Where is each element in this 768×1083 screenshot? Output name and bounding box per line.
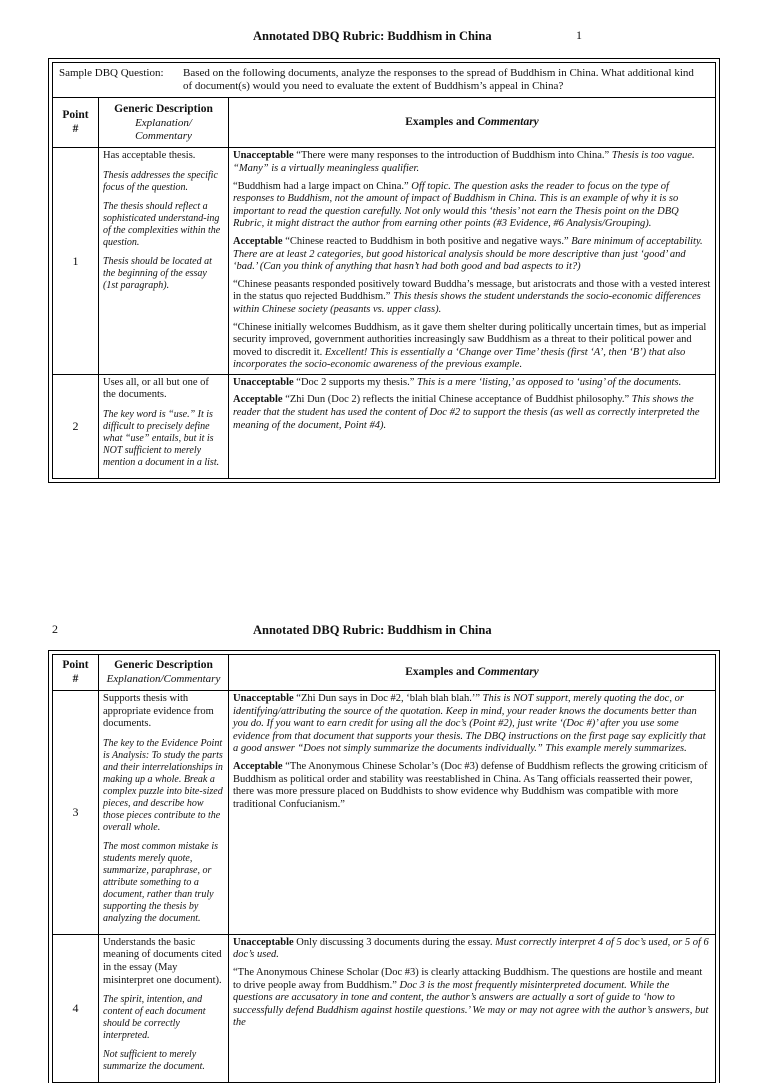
table-row — [53, 148, 716, 375]
examples-commentary: Unacceptable Only discussing 3 documents during the essay. Must correctly interpret 4 of 5 doc’s used, or 5 of 6 doc’s used. “The Anonymous Chinese Scholar (Doc #3) is clearly attacking Buddhism. The questions are hostile and meant to drive people away from Buddhism.” Doc 3 is the most frequently misinterpreted document. While the questions are accusatory in tone and content, the author’s answers are actually a sort of guide to ‘how to successfully defend Buddhism against hostile questions.’ We may or may not agree with the author’s answers, but the — [229, 934, 716, 1082]
point-number: 4 — [53, 934, 99, 1082]
page1-title: Annotated DBQ Rubric: Buddhism in China — [253, 29, 492, 43]
generic-description: Supports thesis with appropriate evidence from documents. The key to the Evidence Point is Analysis: To study the parts and their interrelationships in making up a whole. Break a complex puzzle into bite-sized pieces, and describe how those pieces contribute to the overall whole. The most common mistake is students merely quote, summarize, paraphrase, or attribute something to a document, rather than truly supporting the thesis by analyzing the document. — [99, 691, 229, 935]
question-text: Based on the following documents, analyze the responses to the spread of Buddhism in China. What additional kind of document(s) would you need to evaluate the extent of Buddhism’s appeal in China? — [183, 67, 694, 93]
examples-commentary: Unacceptable “There were many responses to the introduction of Buddhism into China.” Thesis is too vague. “Many” is a virtually meaningless qualifier. “Buddhism had a large impact on China.” Off topic. The question asks the reader to focus on the type of responses to Buddhism, not the amount of impact of Buddhism in China. This is an example of why it is so important to read the question carefully. Not only would this ‘thesis’ not earn the Thesis point on the DBQ Rubric, it might distract the author from earning other points (#3 Evidence, #6 Analysis/Grouping). Acceptable “Chinese reacted to Buddhism in both positive and negative ways.” Bare minimum of acceptability. There are at least 2 categories, but good historical analysis should be more descriptive than just ‘good’ and ‘bad.’ (Can you think of anything that hasn’t had both good and bad aspects to it?) “Chinese peasants responded positively toward Buddha’s message, but aristocrats and those with a vested interest in the status quo rejected Buddhism.” This thesis shows the student understands the socio-economic differences within Chinese society (peasants vs. upper class). “Chinese initially welcomes Buddhism, as it gave them shelter during politically uncertain times, but as imperial security improved, government authorities increasingly saw Buddhism as a threat to their political power and moved to discredit it. Excellent! This is essentially a ‘Change over Time’ thesis (first ‘A’, then ‘B’) that also incorporates the socio-economic awareness of the previous example. — [229, 148, 716, 375]
generic-description: Uses all, or all but one of the documents. The key word is “use.” It is difficult to precisely define what “use” entails, but it is NOT sufficient to merely mention a document in a list. — [99, 374, 229, 478]
header-point: Point # — [53, 98, 99, 148]
header-point: Point # — [53, 655, 99, 691]
header-row — [53, 98, 716, 148]
point-number: 1 — [53, 148, 99, 375]
header-row — [53, 655, 716, 691]
header-generic: Generic Description Explanation/Commentary — [99, 655, 229, 691]
header-examples: Examples and Commentary — [229, 655, 716, 691]
generic-description: Understands the basic meaning of documents cited in the essay (May misinterpret one document). The spirit, intention, and content of each document should be correctly interpreted. Not sufficient to merely summarize the document. — [99, 934, 229, 1082]
sample-question — [53, 63, 716, 98]
question-row — [53, 63, 716, 98]
header-generic: Generic Description Explanation/ Commentary — [99, 98, 229, 148]
table-row — [53, 374, 716, 478]
point-number: 3 — [53, 691, 99, 935]
table-row — [53, 934, 716, 1082]
table-row — [53, 691, 716, 935]
header-examples: Examples and Commentary — [229, 98, 716, 148]
page2-number: 2 — [52, 622, 58, 636]
point-number: 2 — [53, 374, 99, 478]
examples-commentary: Unacceptable “Doc 2 supports my thesis.” This is a mere ‘listing,’ as opposed to ‘using’ of the documents. Acceptable “Zhi Dun (Doc 2) reflects the initial Chinese acceptance of Buddhist philosophy.” This shows the reader that the student has used the content of Doc #2 to support the thesis (as well as correctly interpreted the meaning of the document, Point #4). — [229, 374, 716, 478]
page2-title: Annotated DBQ Rubric: Buddhism in China — [253, 623, 492, 637]
examples-commentary: Unacceptable “Zhi Dun says in Doc #2, ‘blah blah blah.’” This is NOT support, merely quoting the doc, or identifying/attributing the source of the quotation. Keep in mind, your reader knows the documents better than you do. If you want to earn credit for using all the doc’s (Point #2), just write ‘(Doc #)’ after you use some evidence from that document that supports your thesis. The DBQ instructions on the first page say explicitly that a good answer “Does not simply summarize the documents individually.” This example merely summarizes. Acceptable “The Anonymous Chinese Scholar’s (Doc #3) defense of Buddhism reflects the growing criticism of Buddhism as political order and stability was reestablished in China. As Tang officials reasserted their power, there was more pressure placed on Buddhists to show evidence why Buddhism was compatible with more traditional Confucianism.” — [229, 691, 716, 935]
page1-number: 1 — [576, 28, 582, 42]
page2-rubric-table — [52, 654, 716, 1083]
page1-rubric-table — [52, 62, 716, 479]
question-label: Sample DBQ Question: — [59, 67, 164, 79]
generic-description: Has acceptable thesis. Thesis addresses the specific focus of the question. The thesis should reflect a sophisticated understand-ing of the complexities within the question. Thesis should be located at the beginning of the essay (1st paragraph). — [99, 148, 229, 375]
